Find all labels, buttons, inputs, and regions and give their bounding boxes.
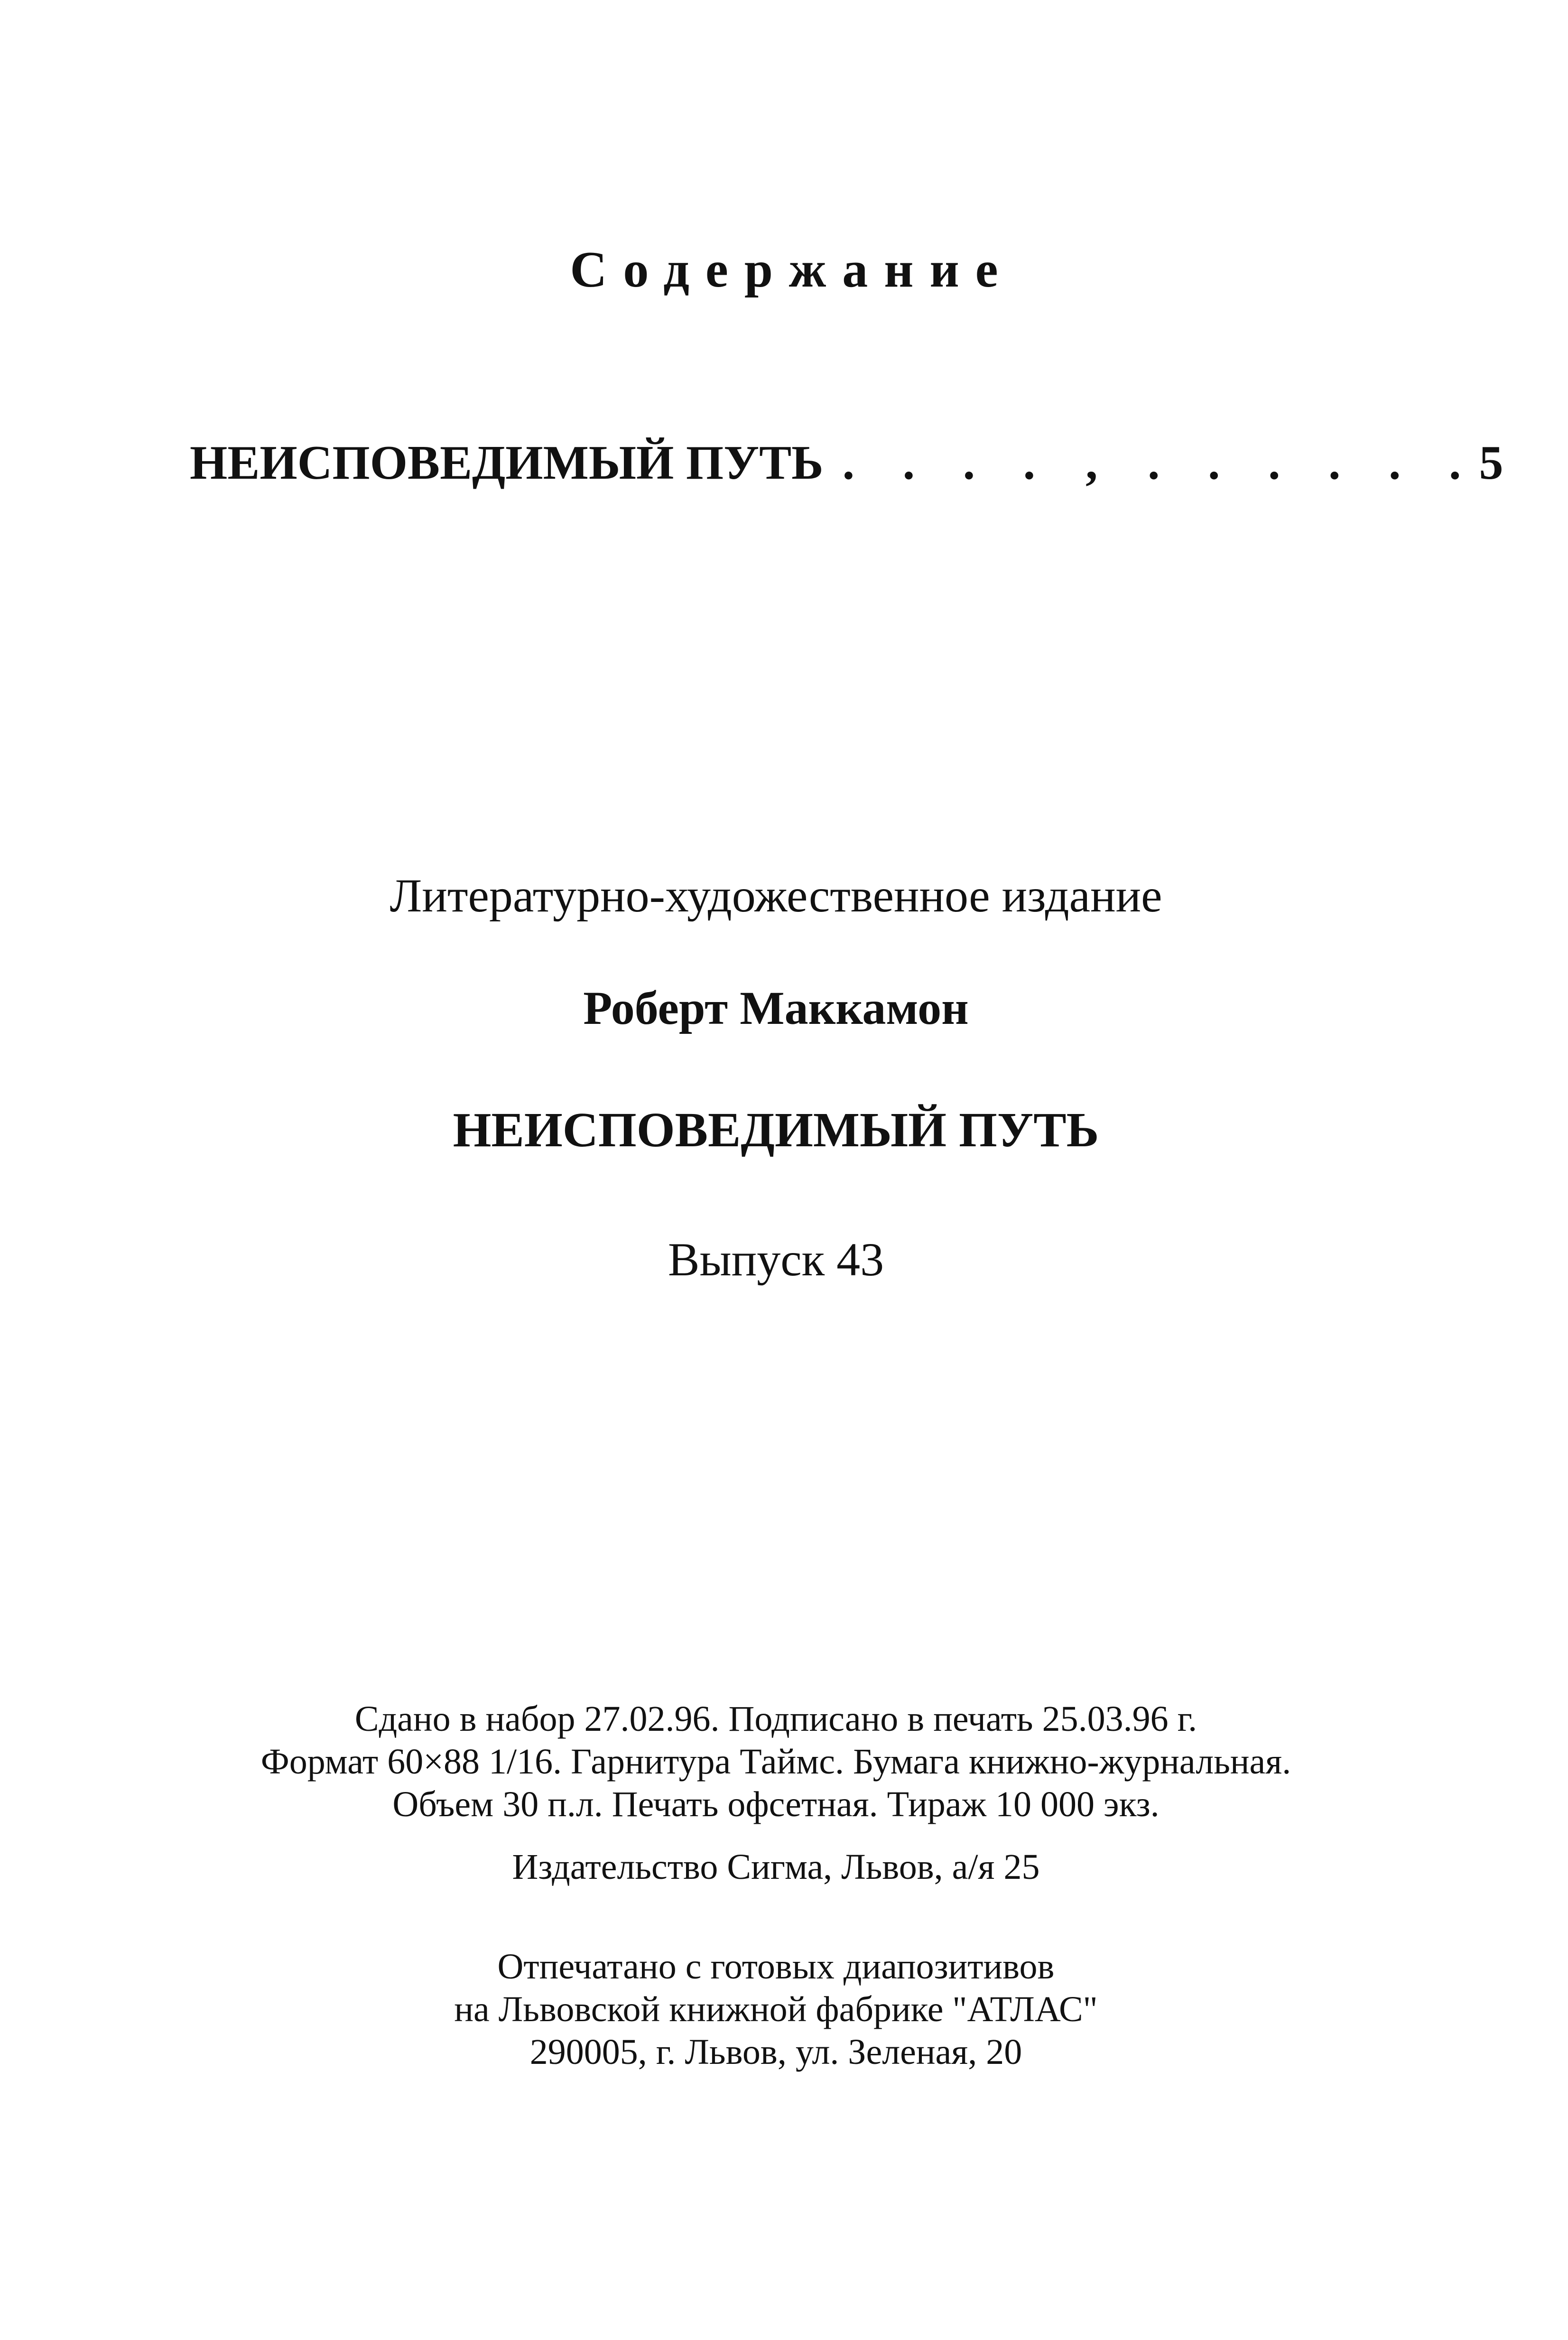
printer-line: 290005, г. Львов, ул. Зеленая, 20 [529, 2032, 1022, 2072]
contents-heading: Содержание [570, 241, 1014, 298]
toc-entry[interactable] [190, 436, 1503, 490]
printer-line: Отпечатано с готовых диапозитивов [497, 1947, 1055, 1987]
imprint-line: Сдано в набор 27.02.96. Подписано в печать 25.03.96 г. [354, 1699, 1197, 1739]
author-name: Роберт Маккамон [583, 982, 969, 1034]
edition-type: Литературно-художественное издание [390, 869, 1162, 922]
printer-line: на Львовской книжной фабрике "АТЛАС" [454, 1989, 1098, 2029]
toc-entry-title: НЕИСПОВЕДИМЫЙ ПУТЬ [190, 436, 824, 490]
publisher-line: Издательство Сигма, Львов, а/я 25 [512, 1847, 1040, 1887]
imprint-line: Формат 60×88 1/16. Гарнитура Таймс. Бумага книжно-журнальная. [260, 1742, 1291, 1782]
toc-entry-page-number: 5 [1479, 436, 1503, 490]
imprint-line: Объем 30 п.л. Печать офсетная. Тираж 10 000 экз. [392, 1784, 1160, 1824]
toc-entry-leader: . . . . ‚ . . . . . . [842, 436, 1479, 490]
book-title: НЕИСПОВЕДИМЫЙ ПУТЬ [453, 1103, 1099, 1157]
issue-number: Выпуск 43 [668, 1233, 884, 1286]
